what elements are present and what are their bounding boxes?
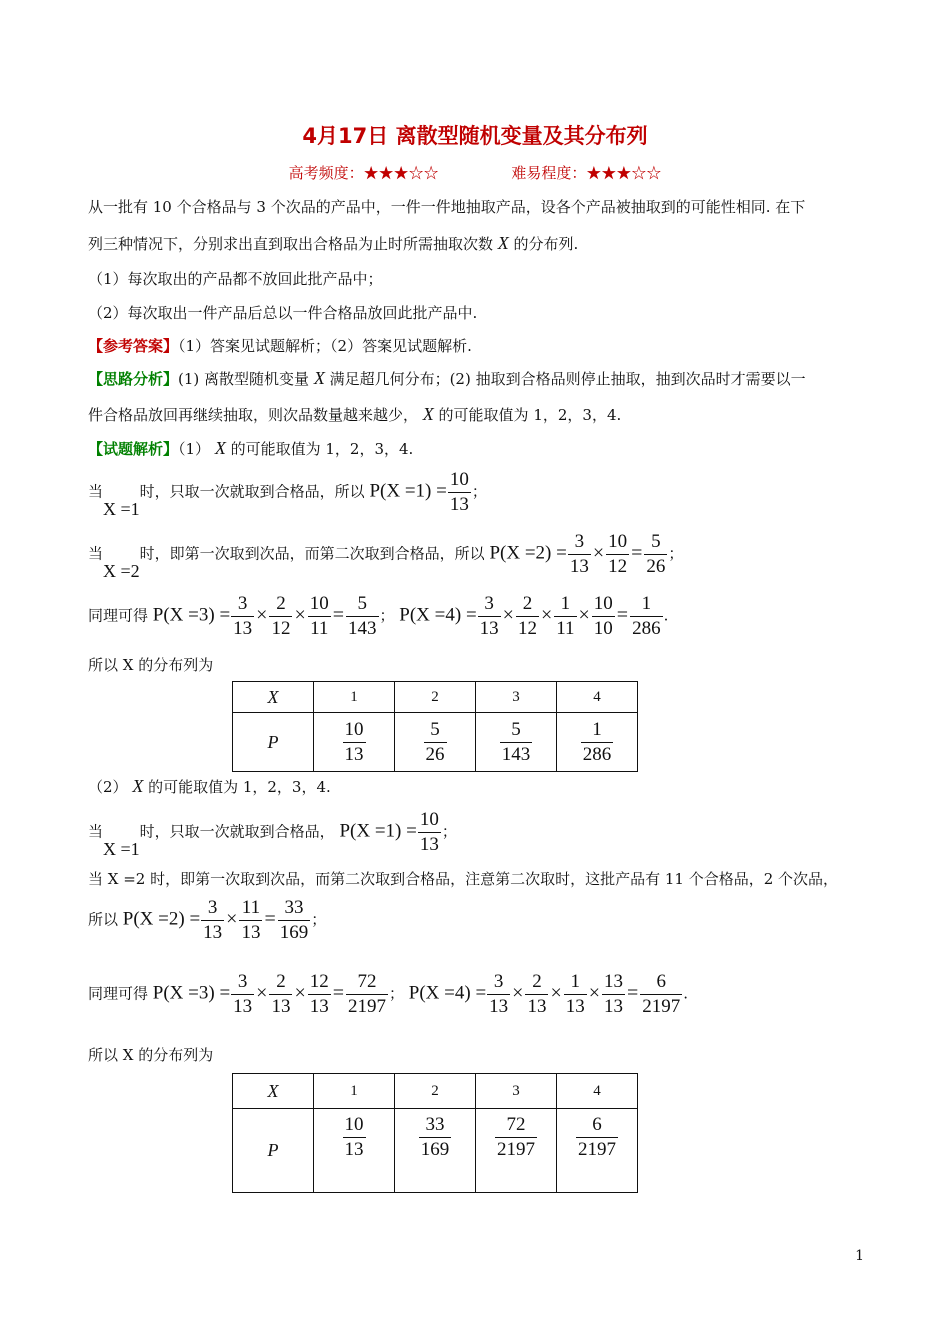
- problem-line-1: 从一批有 10 个合格品与 3 个次品的产品中，一件一件地抽取产品，设各个产品被抽取到的可能性相同. 在下: [88, 198, 806, 216]
- page-number: 1: [855, 1248, 864, 1264]
- table-header-x: X: [233, 1074, 314, 1109]
- p2-dist-intro: 所以 X 的分布列为: [88, 1046, 214, 1064]
- fraction: $\frac{10}{13}$: [449, 469, 469, 515]
- analysis-line-2: 件合格品放回再继续抽取，则次品数量越来越少， X 的可能取值为 1，2，3，4.: [88, 404, 622, 424]
- p2-same: 同理可得 P(X =3) = $\frac{3}{13}$ × $\frac{2}{13}$ × $\frac{12}{13}$ = $\frac{72}{2197}$ ； P(X =4) = $\frac{3}{13}$ × $\frac{2}{13}$ × $\frac{1}{13}$ × $\frac{13}{13}$ = $\frac{6}{2197}$ .: [88, 971, 689, 1017]
- solution-tag: 【试题解析】: [88, 440, 179, 458]
- page-title: 4月17日 离散型随机变量及其分布列: [302, 124, 648, 148]
- p2-case-1: 当X =1时，只取一次就取到合格品， P(X =1) = $\frac{10}{13}$ ；: [88, 809, 457, 859]
- table-header-p: P: [233, 713, 314, 772]
- p1-case-1: 当X =1时，只取一次就取到合格品，所以 P(X =1) = $\frac{10}{13}$ ；: [88, 469, 487, 519]
- question-1: （1）每次取出的产品都不放回此批产品中；: [88, 270, 383, 288]
- p1-case-2: 当X =2时，即第一次取到次品，而第二次取到合格品，所以 P(X =2) = $\frac{3}{13}$ × $\frac{10}{12}$ = $\frac{5}{26}$ ；: [88, 531, 684, 581]
- analysis-tag: 【思路分析】: [88, 370, 179, 388]
- answer-line: 【参考答案】（1）答案见试题解析；（2）答案见试题解析.: [88, 337, 472, 355]
- var-x: X: [497, 233, 509, 253]
- problem-line-2: 列三种情况下，分别求出直到取出合格品为止时所需抽取次数 X 的分布列.: [88, 233, 579, 253]
- p1-dist-intro: 所以 X 的分布列为: [88, 656, 214, 674]
- distribution-table-2: X 1 2 3 4 P $\frac{10}{13}$ $\frac{33}{169}$ $\frac{72}{2197}$ $\frac{6}{2197}$: [232, 1073, 638, 1193]
- p2-case-2: 当 X =2 时，即第一次取到次品，而第二次取到合格品，注意第二次取时，这批产品有 11 个合格品，2 个次品，: [88, 870, 839, 888]
- table-header-x: X: [233, 682, 314, 713]
- answer-tag: 【参考答案】: [88, 337, 179, 355]
- difficulty-rating: 难易程度：★★★☆☆: [511, 164, 662, 182]
- distribution-table-1: X 1 2 3 4 P $\frac{10}{13}$ $\frac{5}{26}$ $\frac{5}{143}$ $\frac{1}{286}$: [232, 681, 638, 772]
- p1-same: 同理可得 P(X =3) = $\frac{3}{13}$ × $\frac{2}{12}$ × $\frac{10}{11}$ = $\frac{5}{143}$ ； P(X =4) = $\frac{3}{13}$ × $\frac{2}{12}$ × $\frac{1}{11}$ × $\frac{10}{10}$ = $\frac{1}{286}$ .: [88, 593, 669, 639]
- p2-case-2-eq: 所以 P(X =2) = $\frac{3}{13}$ × $\frac{11}{13}$ = $\frac{33}{169}$ ；: [88, 897, 327, 943]
- table-header-p: P: [233, 1109, 314, 1193]
- difficulty-meta: [0, 162, 950, 183]
- p2-intro: （2） X 的可能取值为 1，2，3，4.: [88, 776, 331, 796]
- solution-intro: 【试题解析】（1） X 的可能取值为 1，2，3，4.: [88, 438, 414, 458]
- frequency-rating: 高考频度：★★★☆☆: [288, 164, 439, 182]
- analysis-line-1: 【思路分析】(1) 离散型随机变量 X 满足超几何分布；(2) 抽取到合格品则停止抽取，抽到次品时才需要以一: [88, 368, 806, 388]
- question-2: （2）每次取出一件产品后总以一件合格品放回此批产品中.: [88, 304, 478, 322]
